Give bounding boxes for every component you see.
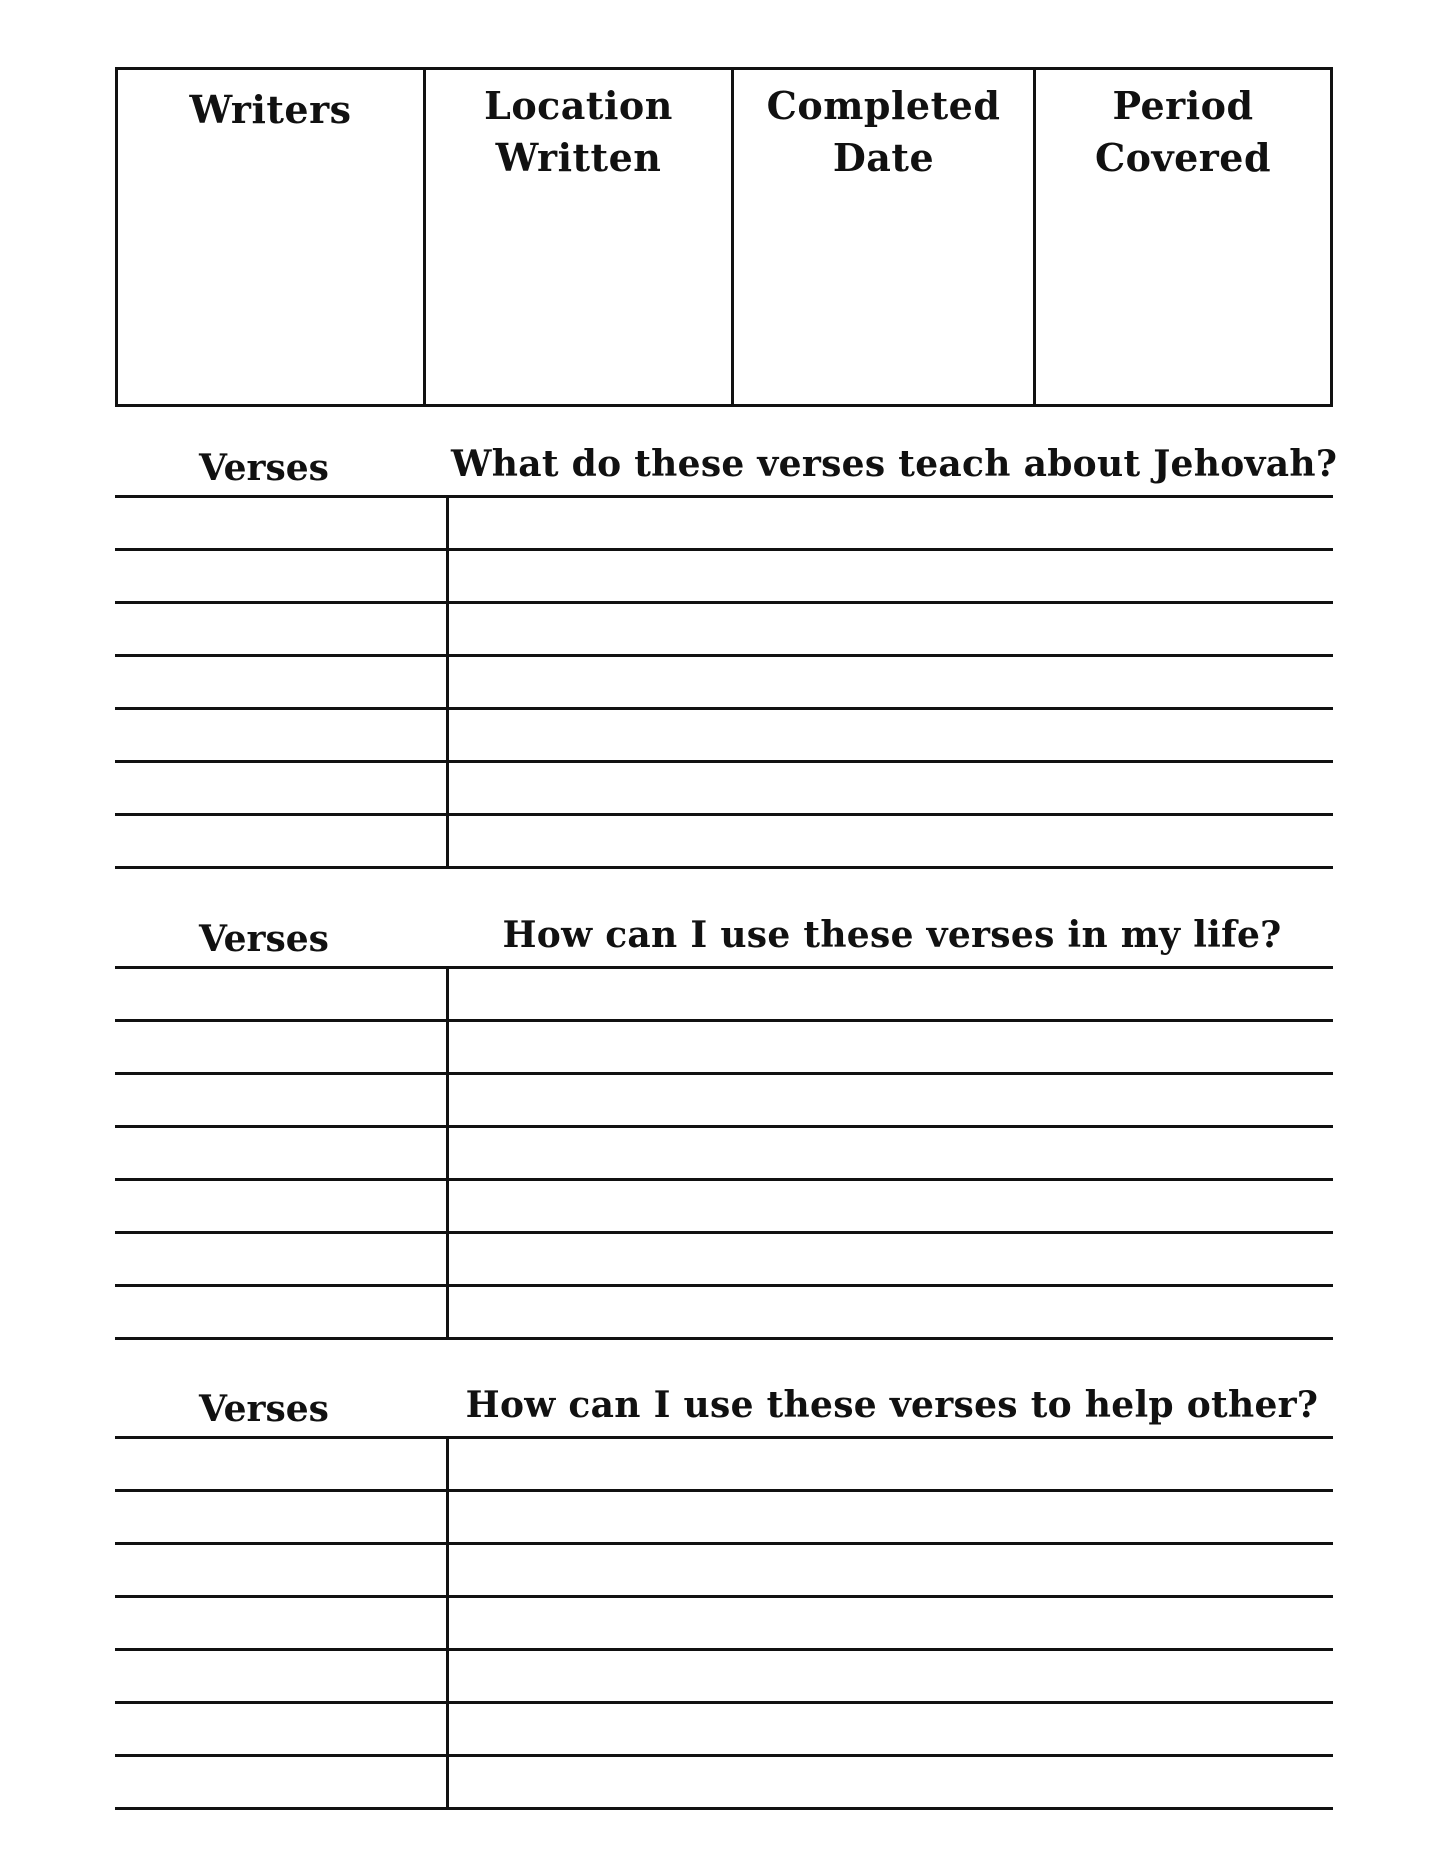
location-written-column[interactable]: [426, 70, 734, 404]
verses-label: Verses: [199, 447, 329, 489]
completed-date-column[interactable]: [734, 70, 1036, 404]
section-use-in-my-life: [115, 908, 1333, 1340]
verse-reference-field[interactable]: [115, 816, 449, 866]
section-question: How can I use these verses to help other?: [465, 1384, 1319, 1426]
writing-row: [115, 657, 1333, 710]
location-header-line-2: Written: [495, 135, 662, 180]
verse-reference-field[interactable]: [115, 710, 449, 760]
writing-row: [115, 1598, 1333, 1651]
writing-row: [115, 710, 1333, 763]
verse-reference-field[interactable]: [115, 1128, 449, 1178]
answer-field[interactable]: [449, 816, 1333, 866]
answer-field[interactable]: [449, 1651, 1333, 1701]
period-header-line-2: Covered: [1094, 135, 1272, 180]
answer-field[interactable]: [449, 1439, 1333, 1489]
writing-row: [115, 1492, 1333, 1545]
writing-row: [115, 1287, 1333, 1340]
verse-reference-field[interactable]: [115, 969, 449, 1019]
writing-row: [115, 1545, 1333, 1598]
verse-reference-field[interactable]: [115, 1757, 449, 1807]
writers-header: Writers: [189, 87, 352, 132]
answer-field[interactable]: [449, 551, 1333, 601]
writing-row: [115, 1128, 1333, 1181]
answer-field[interactable]: [449, 763, 1333, 813]
writing-row: [115, 1022, 1333, 1075]
verse-reference-field[interactable]: [115, 763, 449, 813]
verses-label: Verses: [199, 918, 329, 960]
answer-field[interactable]: [449, 969, 1333, 1019]
completed-header-line-1: Completed: [766, 83, 1001, 128]
verse-reference-field[interactable]: [115, 1651, 449, 1701]
verse-reference-field[interactable]: [115, 1492, 449, 1542]
location-header-line-1: Location: [484, 83, 673, 128]
section-header: [115, 1378, 1333, 1436]
verse-reference-field[interactable]: [115, 657, 449, 707]
writing-row: [115, 1757, 1333, 1810]
answer-field[interactable]: [449, 1181, 1333, 1231]
verse-reference-field[interactable]: [115, 1075, 449, 1125]
completed-header-line-2: Date: [832, 135, 935, 180]
answer-field[interactable]: [449, 1545, 1333, 1595]
answer-field[interactable]: [449, 1022, 1333, 1072]
section-help-others: [115, 1378, 1333, 1810]
verse-reference-field[interactable]: [115, 1704, 449, 1754]
answer-field[interactable]: [449, 1287, 1333, 1337]
section-header: [115, 908, 1333, 966]
writing-row: [115, 816, 1333, 869]
writing-row: [115, 604, 1333, 657]
writing-row: [115, 763, 1333, 816]
answer-field[interactable]: [449, 1234, 1333, 1284]
answer-field[interactable]: [449, 657, 1333, 707]
answer-field[interactable]: [449, 1704, 1333, 1754]
writing-rows: [115, 1436, 1333, 1810]
writing-row: [115, 969, 1333, 1022]
writing-rows: [115, 495, 1333, 869]
writing-row: [115, 1181, 1333, 1234]
answer-field[interactable]: [449, 1757, 1333, 1807]
section-teach-about-jehovah: [115, 437, 1338, 869]
section-header: [115, 437, 1338, 495]
answer-field[interactable]: [449, 498, 1333, 548]
verse-reference-field[interactable]: [115, 498, 449, 548]
verse-reference-field[interactable]: [115, 1545, 449, 1595]
writing-rows: [115, 966, 1333, 1340]
answer-field[interactable]: [449, 604, 1333, 654]
period-covered-column[interactable]: [1036, 70, 1330, 404]
writing-row: [115, 1075, 1333, 1128]
writers-column[interactable]: [118, 70, 426, 404]
writing-row: [115, 551, 1333, 604]
answer-field[interactable]: [449, 1075, 1333, 1125]
verse-reference-field[interactable]: [115, 551, 449, 601]
verse-reference-field[interactable]: [115, 1181, 449, 1231]
period-header-line-1: Period: [1112, 83, 1254, 128]
verse-reference-field[interactable]: [115, 1439, 449, 1489]
writing-row: [115, 498, 1333, 551]
verses-label: Verses: [199, 1388, 329, 1430]
verse-reference-field[interactable]: [115, 1022, 449, 1072]
verse-reference-field[interactable]: [115, 1598, 449, 1648]
verse-reference-field[interactable]: [115, 1287, 449, 1337]
writing-row: [115, 1234, 1333, 1287]
section-question: What do these verses teach about Jehovah?: [451, 443, 1338, 485]
section-question: How can I use these verses in my life?: [502, 914, 1282, 956]
writing-row: [115, 1651, 1333, 1704]
answer-field[interactable]: [449, 1492, 1333, 1542]
answer-field[interactable]: [449, 1128, 1333, 1178]
verse-reference-field[interactable]: [115, 1234, 449, 1284]
writing-row: [115, 1439, 1333, 1492]
answer-field[interactable]: [449, 1598, 1333, 1648]
verse-reference-field[interactable]: [115, 604, 449, 654]
info-table: [115, 67, 1333, 407]
answer-field[interactable]: [449, 710, 1333, 760]
writing-row: [115, 1704, 1333, 1757]
